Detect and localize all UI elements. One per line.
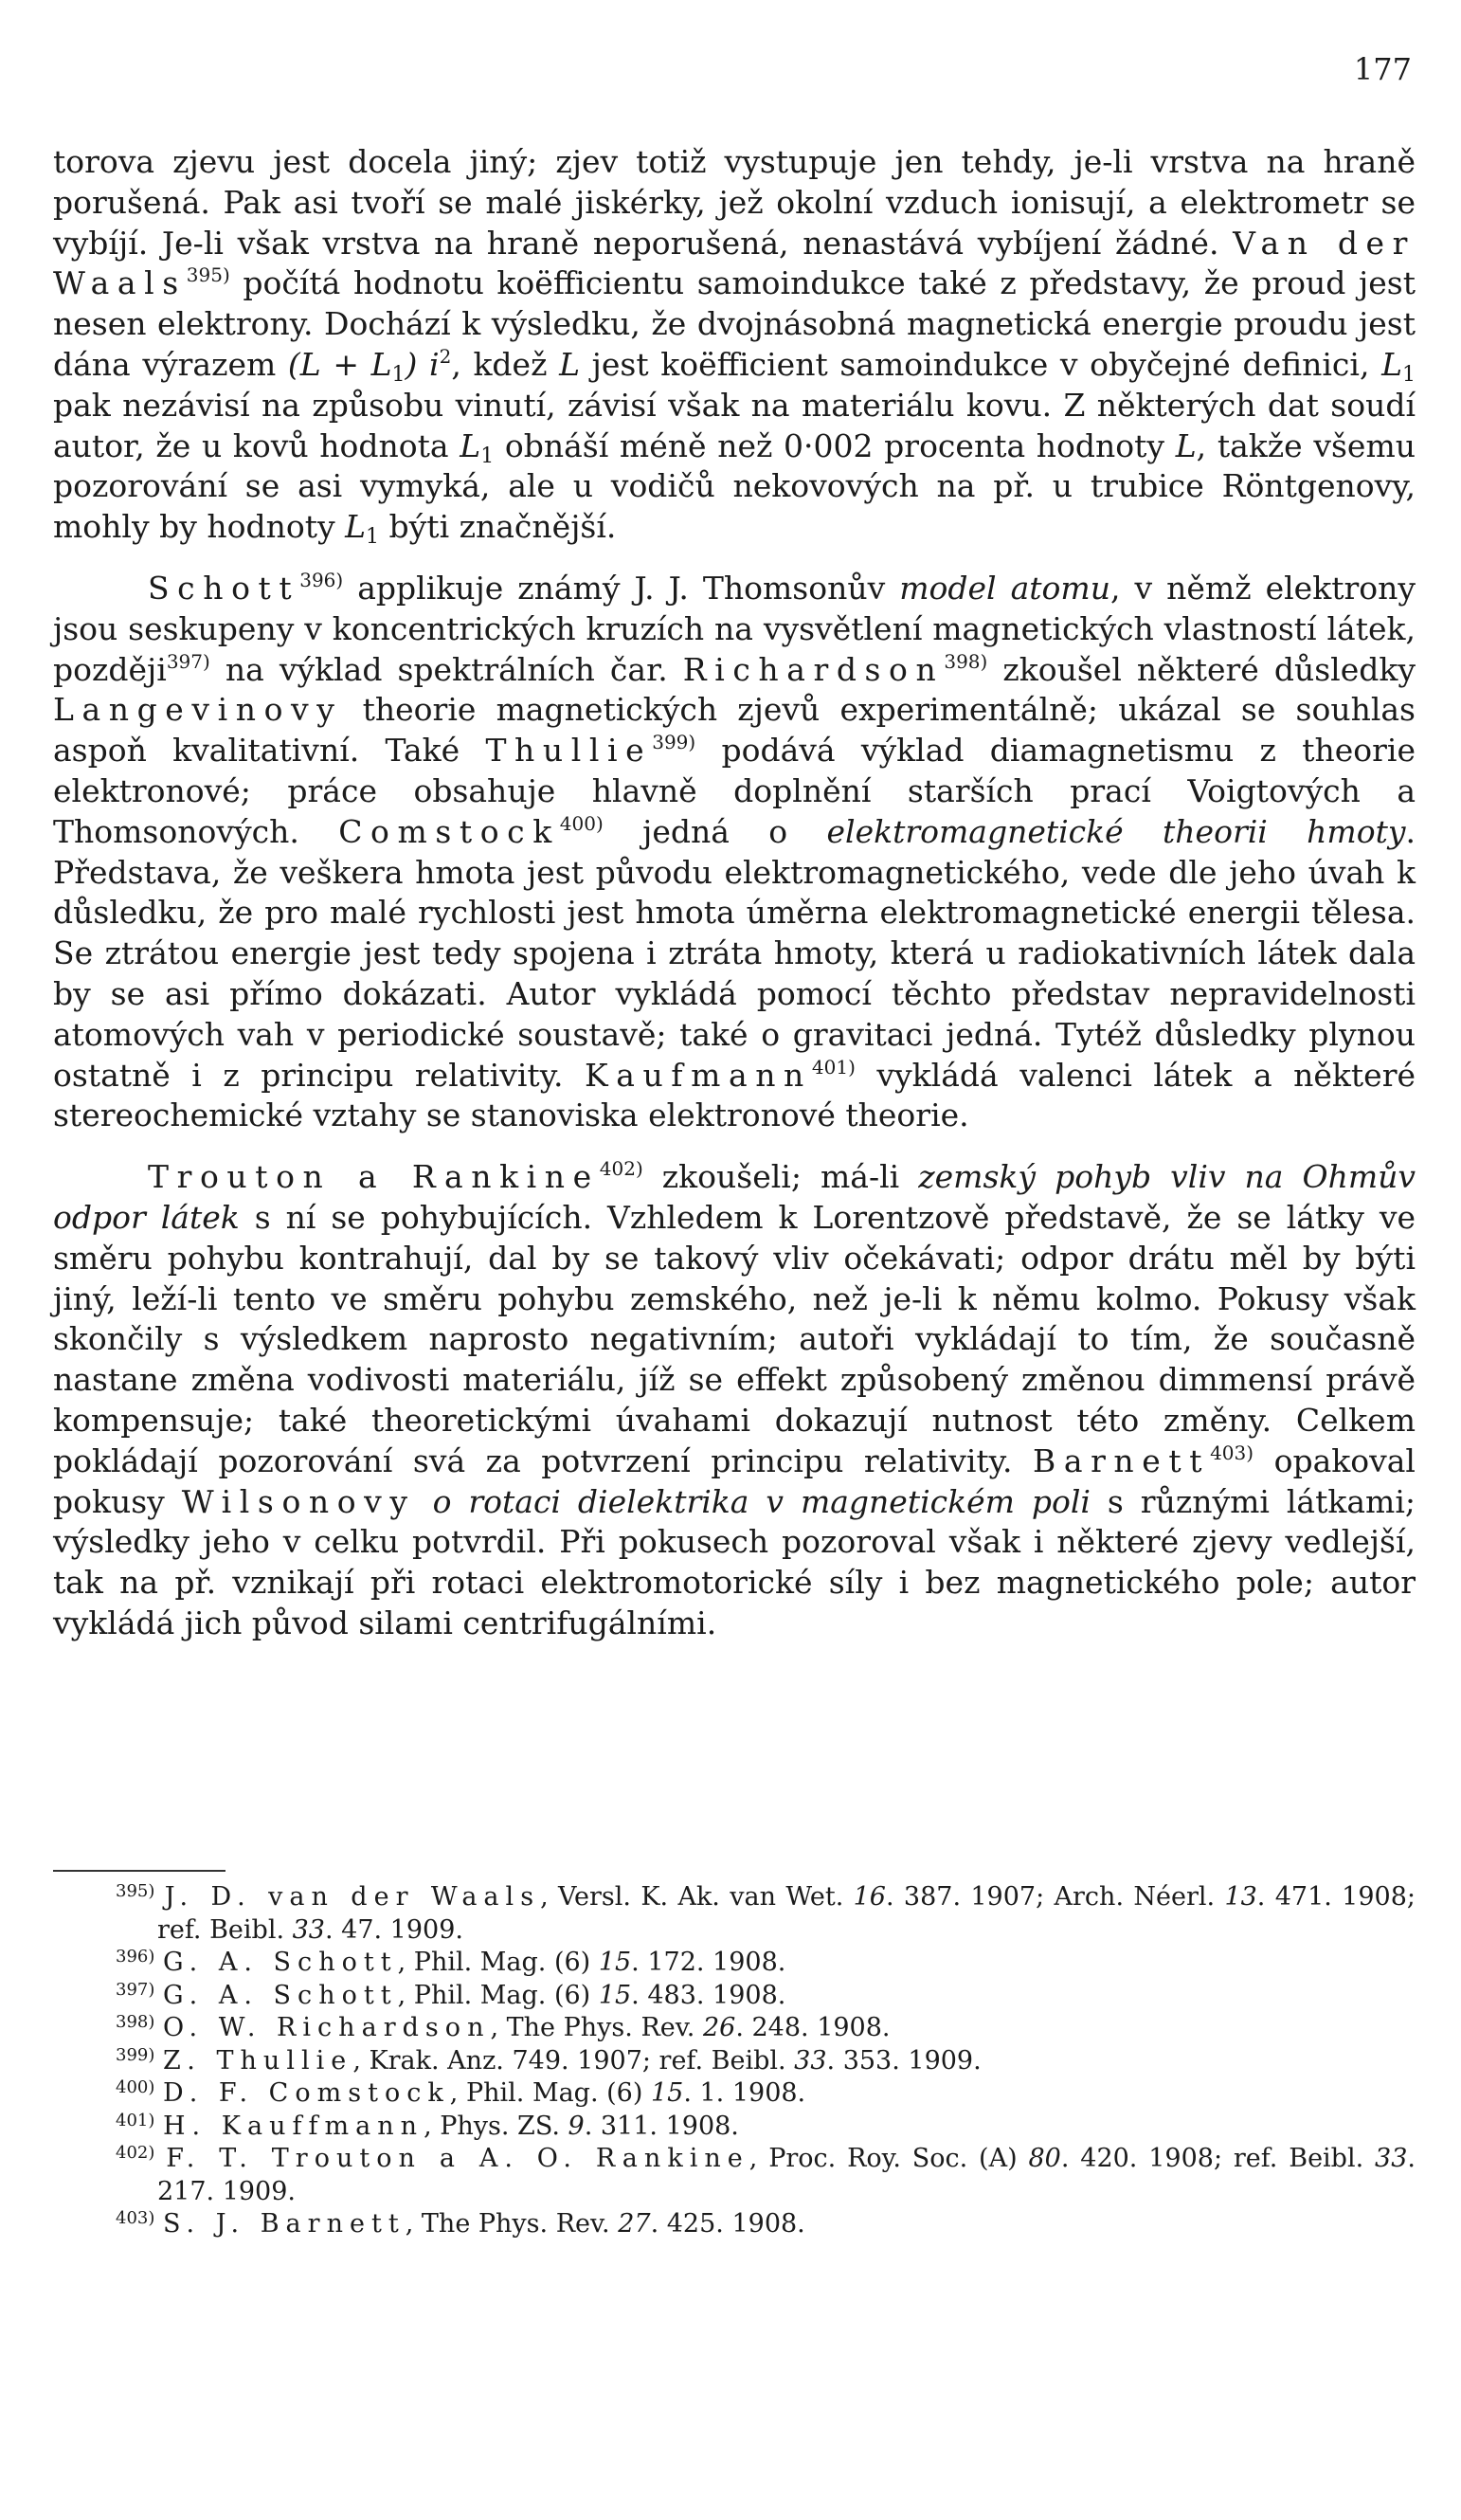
footnote-397: $^{397)}$ G. A. Schott, Phil. Mag. (6) 15. 483. 1908.	[116, 1979, 786, 2010]
footnote-mark: 403)	[116, 2208, 155, 2228]
formula: L	[559, 345, 581, 383]
page-number: 177	[1353, 51, 1412, 87]
footnote-author: Z. Thullie	[162, 2045, 353, 2076]
italic-term: o rotaci dielektrika v magnetickém poli	[432, 1482, 1091, 1520]
footnote-402: $^{402)}$ F. T. Trouton a A. O. Rankine, Proc. Roy. Soc. (A) 80. 420. 1908; ref. Beibl. 33. 217. 1909.	[116, 2143, 1416, 2206]
footnote-author: O. W. Richardson	[162, 2013, 491, 2042]
paragraph-van-der-waals: torova zjevu jest docela jiný; zjev totiž vystupuje jen tehdy, je-li vrstva na hraně porušená. Pak asi tvoří se malé jiskérky, jež okolní vzduch ionisují, a elektrometr se vybíjí. Je-li však vrstva na hraně neporušená, nenastává vybíjení žádné. Van der Waals$^{395)}$ počítá hodnotu koëfficientu samoindukce také z představy, že proud jest nesen elektrony. Dochází k výsledku, že dvojnásobná magnetická energie proudu jest dána výrazem $(L + L_1)$ $i^2$, kdež L jest koëfficient samoindukce v obyčejné definici, $L_1$ pak nezávisí na způsobu vinutí, závisí však na materiálu kovu. Z některých dat soudí autor, že u kovů hodnota $L_1$ obnáší méně než 0·002 procenta hodnoty L, takže všemu pozorování se asi vymyká, ale u vodičů nekovových na př. u trubice Röntgenovy, mohly by hodnoty $L_1$ býti značnější.	[53, 143, 1416, 550]
footnote-mark: 401)	[116, 2110, 155, 2130]
footnote-author: G. A. Schott	[162, 1948, 398, 1977]
footnote-mark: 397)	[116, 1979, 155, 2000]
footnote-ref[interactable]: 398)	[944, 649, 988, 673]
footnote-author: D. F. Comstock	[162, 2078, 450, 2108]
author-name: Thullie	[485, 732, 653, 770]
footnote-398: $^{398)}$ O. W. Richardson, The Phys. Rev. 26. 248. 1908.	[116, 2012, 891, 2042]
italic-term: model atomu	[899, 569, 1110, 607]
footnote-403: $^{403)}$ S. J. Barnett, The Phys. Rev. 27. 425. 1908.	[116, 2208, 805, 2239]
footnote-author: H. Kauffmann	[162, 2111, 424, 2141]
footnote-separator	[53, 1870, 225, 1872]
footnote-ref[interactable]: 400)	[559, 811, 604, 835]
author-name: Barnett	[1032, 1441, 1211, 1479]
footnote-author: G. A. Schott	[162, 1980, 398, 2010]
footnote-author: J. D. van der Waals	[164, 1882, 541, 1912]
author-name: Van der Waals	[53, 224, 1416, 302]
footnote-399: $^{399)}$ Z. Thullie, Krak. Anz. 749. 1907; ref. Beibl. 33. 353. 1909.	[116, 2044, 982, 2076]
author-name: Trouton a Rankine	[148, 1158, 600, 1196]
author-name: Langevinovy	[53, 691, 343, 729]
footnote-ref[interactable]: 396)	[299, 568, 344, 591]
paragraph-trouton-rankine: Trouton a Rankine$^{402)}$ zkoušeli; má-li zemský pohyb vliv na Ohmův odpor látek s ní se pohybujících. Vzhledem k Lorentzově představě, že se látky ve směru pohybu kontrahují, dal by se takový vliv očekávati; odpor drátu měl by býti jiný, leží-li tento ve směru pohybu zemského, než je-li k němu kolmo. Pokusy však skončily s výsledkem naprosto negativním; autoři vykládají to tím, že současně nastane změna vodivosti materiálu, jíž se effekt způsobený změnou dimmensí právě kompensuje; také theoretickými úvahami dokazují nutnost této změny. Celkem pokládají pozorování svá za potvrzení principu relativity. Barnett$^{403)}$ opakoval pokusy Wilsonovy o rotaci dielektrika v magnetickém poli s různými látkami; výsledky jeho v celku potvrdil. Při pokusech pozoroval však i některé zjevy vedlejší, tak na př. vznikají při rotaci elektromotorické síly i bez magnetického pole; autor vykládá jich původ silami centrifugálními.	[53, 1157, 1416, 1641]
footnote-400: $^{400)}$ D. F. Comstock, Phil. Mag. (6) 15. 1. 1908.	[116, 2077, 806, 2108]
italic-term: zemský pohyb vliv na Ohmův odpor látek	[53, 1158, 1416, 1236]
footnote-mark: 399)	[116, 2044, 155, 2065]
footnote-mark: 396)	[116, 1947, 155, 1967]
author-name: Kaufmann	[584, 1056, 812, 1094]
author-name: Schott	[148, 569, 300, 607]
author-name: Wilsonovy	[181, 1482, 416, 1520]
footnote-author: F. T. Trouton a A. O. Rankine	[166, 2144, 749, 2173]
footnote-mark: 402)	[116, 2143, 155, 2163]
footnote-ref[interactable]: 399)	[652, 731, 696, 754]
author-name: Richardson	[682, 650, 945, 688]
footnote-ref[interactable]: 395)	[186, 263, 230, 287]
footnote-ref[interactable]: 401)	[811, 1055, 856, 1079]
footnote-396: $^{396)}$ G. A. Schott, Phil. Mag. (6) 15. 172. 1908.	[116, 1947, 786, 1977]
footnote-mark: 400)	[116, 2077, 155, 2097]
formula: L	[1381, 345, 1403, 383]
article-body	[53, 142, 1416, 1644]
footnote-ref[interactable]: 397)	[166, 649, 210, 673]
italic-term: elektromagnetické theorii hmoty	[826, 812, 1406, 850]
formula: L	[460, 426, 481, 464]
footnotes	[53, 1881, 1416, 2241]
footnote-401: $^{401)}$ H. Kauffmann, Phys. ZS. 9. 311. 1908.	[116, 2110, 739, 2141]
footnote-author: S. J. Barnett	[162, 2209, 406, 2239]
formula: L	[1175, 426, 1197, 464]
formula: L	[345, 508, 367, 546]
footnote-395: $^{395)}$ J. D. van der Waals, Versl. K. Ak. van Wet. 16. 387. 1907; Arch. Néerl. 13. 471. 1908; ref. Beibl. 33. 47. 1909.	[116, 1881, 1416, 1945]
footnote-mark: 398)	[116, 2012, 155, 2032]
footnote-ref[interactable]: 402)	[599, 1157, 643, 1181]
footnote-mark: 395)	[116, 1881, 155, 1901]
paragraph-schott: Schott$^{396)}$ applikuje známý J. J. Thomsonův model atomu, v němž elektrony jsou seskupeny v koncentrických kruzích na vysvětlení magnetických vlastností látek, později$^{397)}$ na výklad spektrálních čar. Richardson$^{398)}$ zkoušel některé důsledky Langevinovy theorie magnetických zjevů experimentálně; ukázal se souhlas aspoň kvalitativní. Také Thullie$^{399)}$ podává výklad diamagnetismu z theorie elektronové; práce obsahuje hlavně doplnění starších prací Voigtových a Thomsonových. Comstock$^{400)}$ jedná o elektromagnetické theorii hmoty. Představa, že veškera hmota jest původu elektromagnetického, vede dle jeho úvah k důsledku, že pro malé rychlosti jest hmota úměrna elektromagnetické energii tělesa. Se ztrátou energie jest tedy spojena i ztráta hmoty, která u radiokativních látek dala by se asi přímo dokázati. Autor vykládá pomocí těchto představ nepravidelnosti atomových vah v periodické soustavě; také o gravitaci jedná. Tytéž důsledky plynou ostatně i z principu relativity. Kaufmann$^{401)}$ vykládá valenci látek a některé stereochemické vztahy se stanoviska elektronové theorie.	[53, 568, 1416, 1134]
footnote-ref[interactable]: 403)	[1210, 1441, 1254, 1464]
author-name: Comstock	[338, 812, 560, 850]
formula: (L + L	[287, 345, 392, 383]
